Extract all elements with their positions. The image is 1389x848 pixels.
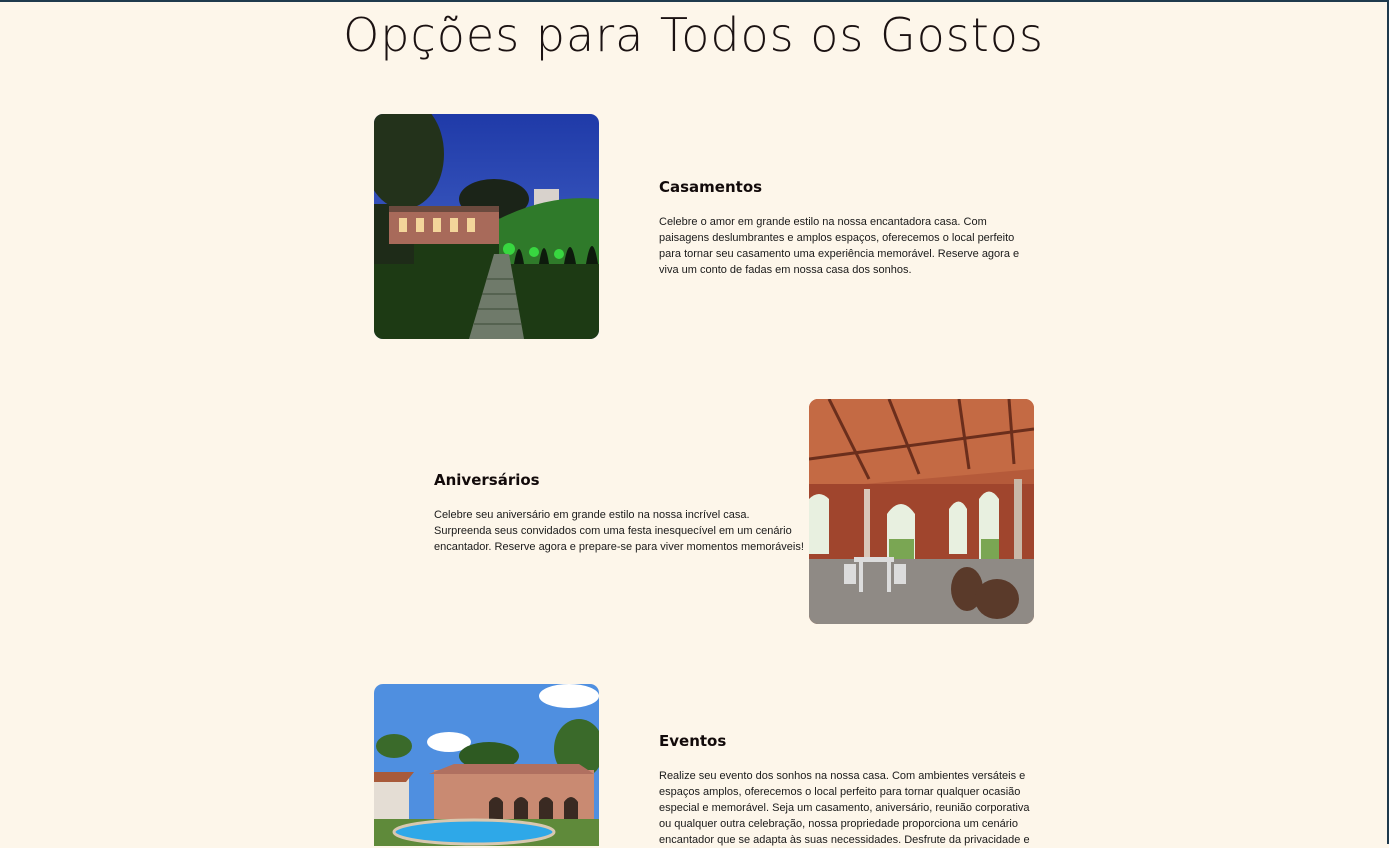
section-heading: Eventos bbox=[659, 732, 727, 750]
events-venue-photo bbox=[374, 684, 599, 846]
page-title: Opções para Todos os Gostos bbox=[343, 8, 1044, 62]
section-eventos bbox=[659, 732, 1039, 848]
birthday-venue-photo bbox=[809, 399, 1034, 624]
section-description: Celebre seu aniversário em grande estilo na nossa incrível casa. Surpreenda seus convidados com uma festa inesquecível em um cenário encantador. Reserve agora e prepare-se para viver momentos memoráveis! bbox=[434, 509, 804, 553]
section-description: Realize seu evento dos sonhos na nossa casa. Com ambientes versáteis e espaços amplos, oferecemos o local perfeito para tornar qualquer ocasião especial e memorável. Seja um casamento, aniversário, reunião corporativa ou qualquer outra celebração, nossa propriedade proporciona um cenário encantador que se adapta às suas necessidades. Desfrute da privacidade e bbox=[659, 770, 1030, 846]
section-heading: Casamentos bbox=[659, 178, 763, 196]
section-aniversarios bbox=[434, 471, 804, 555]
section-casamentos bbox=[659, 178, 1039, 278]
section-heading: Aniversários bbox=[434, 471, 540, 489]
section-description: Celebre o amor em grande estilo na nossa encantadora casa. Com paisagens deslumbrantes e amplos espaços, oferecemos o local perfeito para tornar seu casamento uma experiência memorável. Reserve agora e viva um conto de fadas em nossa casa dos sonhos. bbox=[659, 216, 1020, 276]
wedding-venue-photo bbox=[374, 114, 599, 339]
